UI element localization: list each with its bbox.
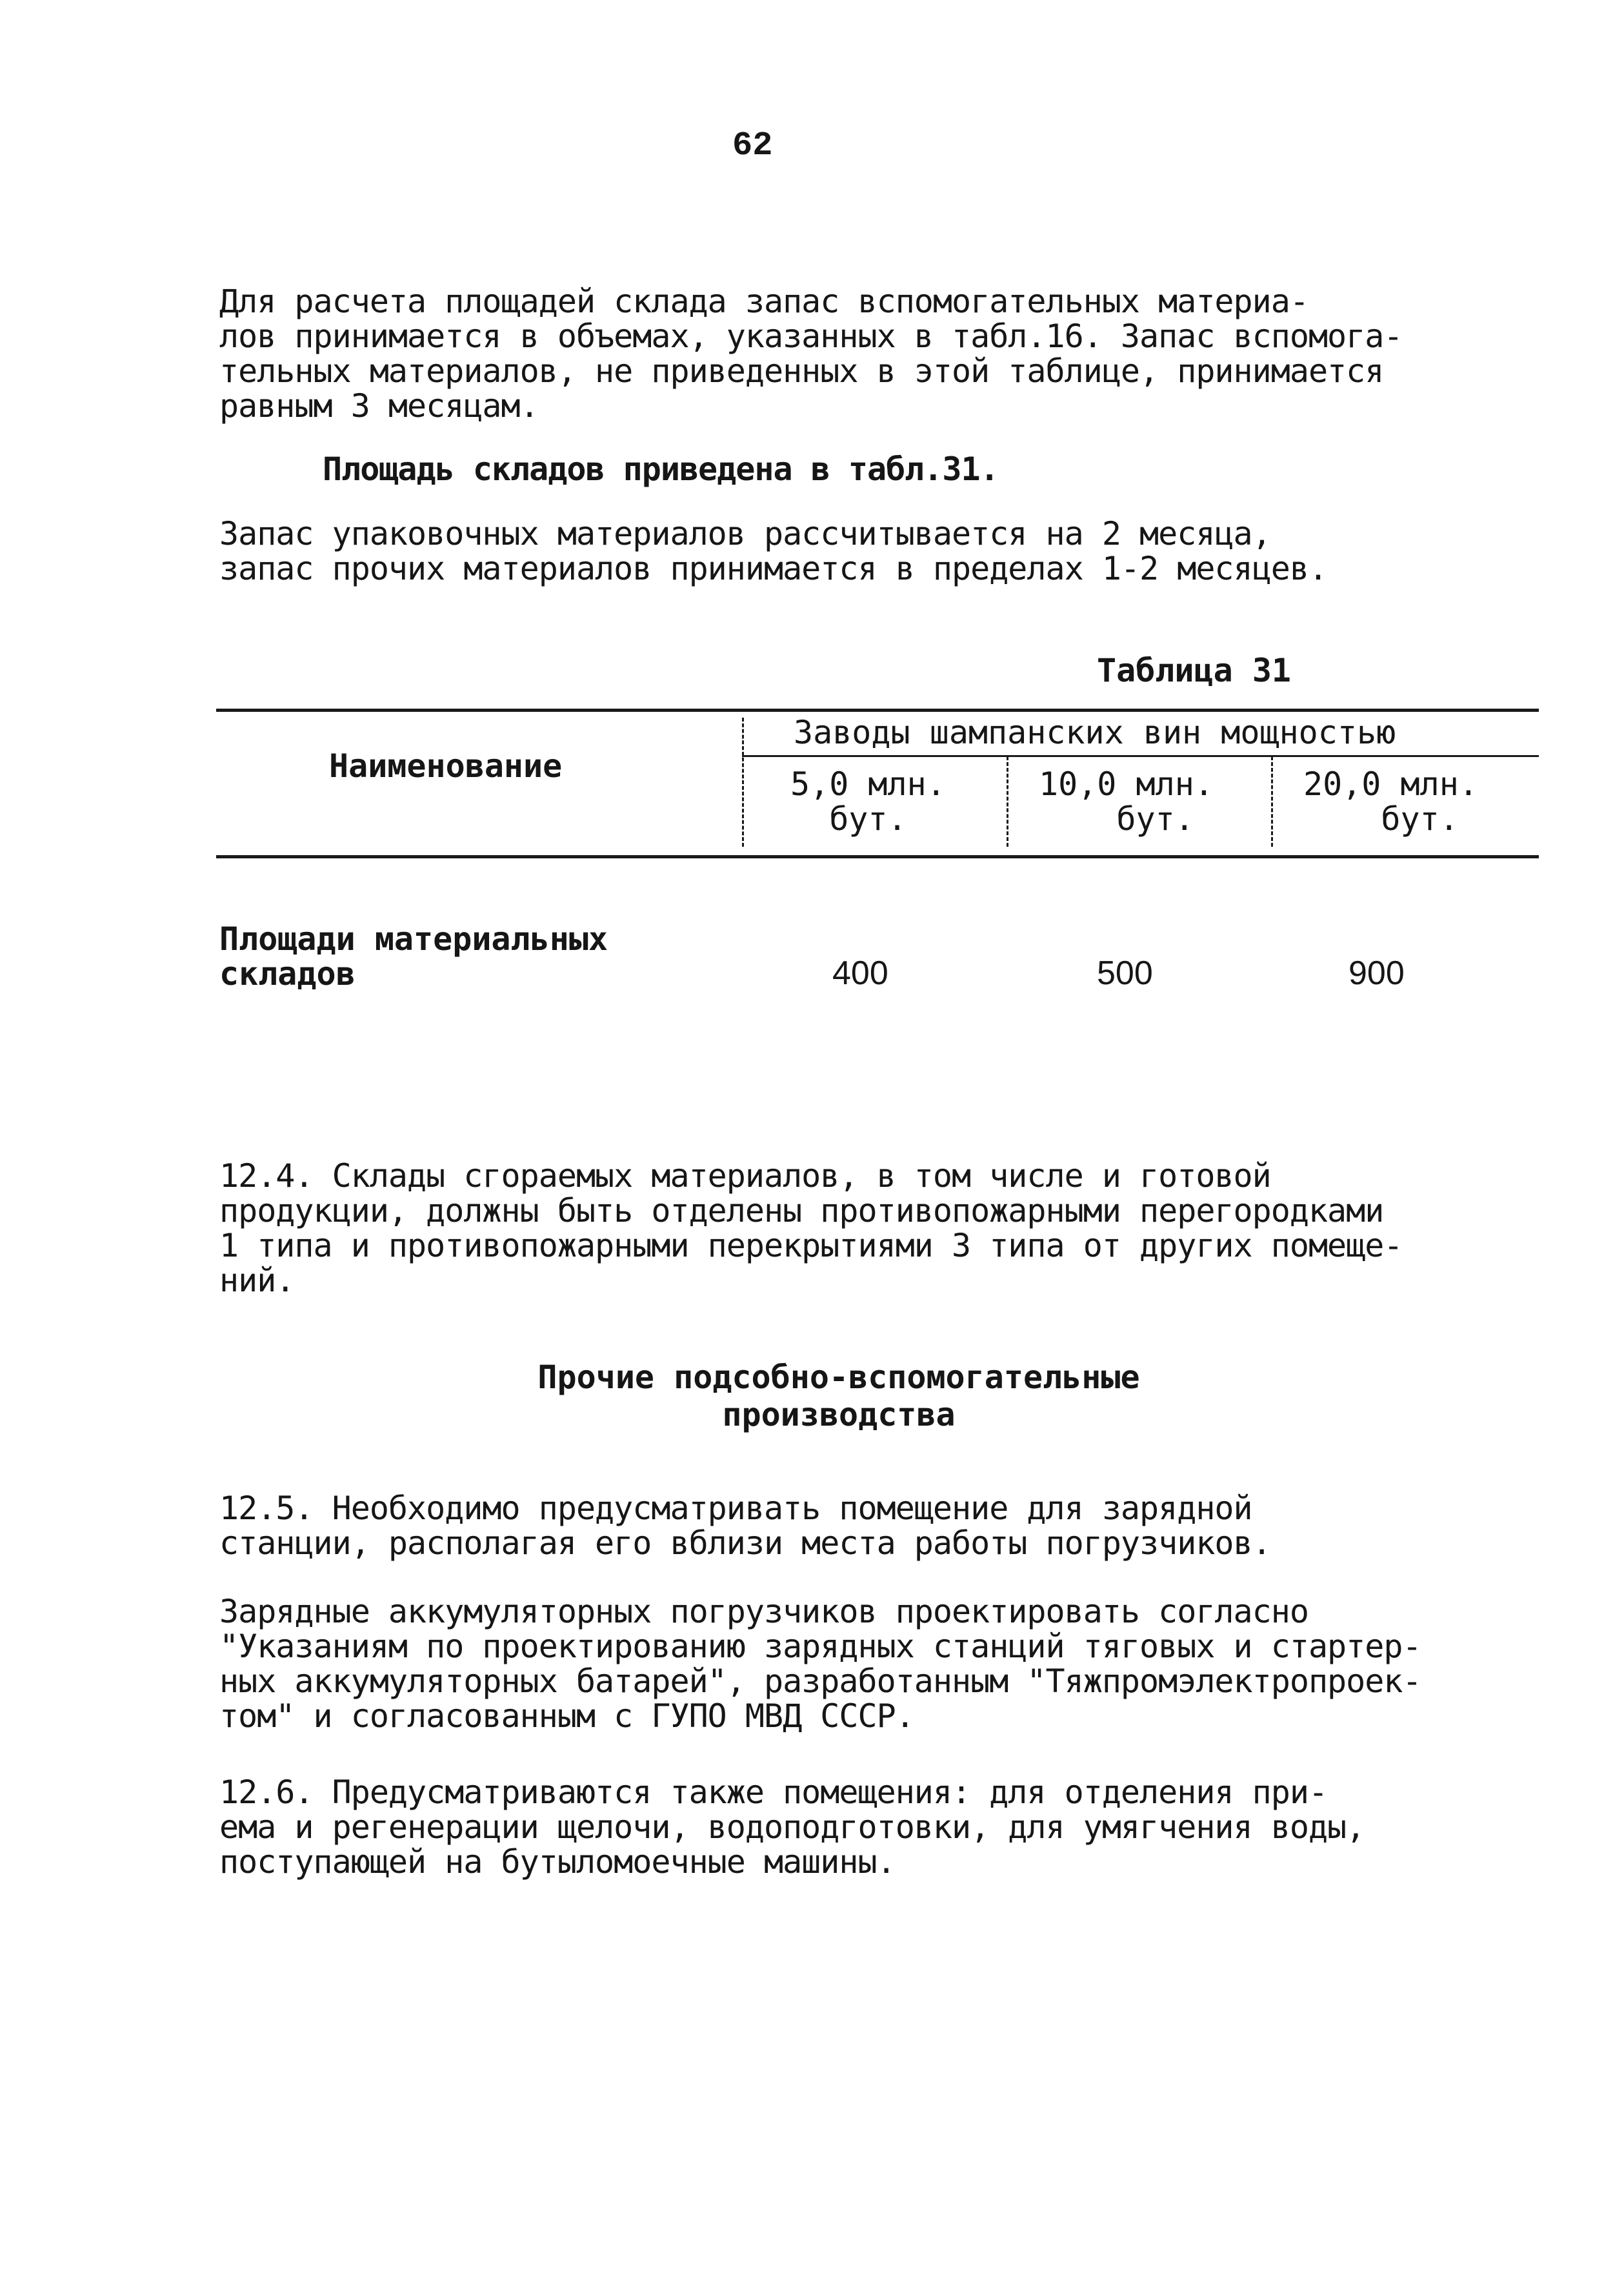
paragraph-storage-area: Площадь складов приведена в табл.31.: [323, 450, 999, 488]
paragraph-12-4: 12.4. Склады сгораемых материалов, в том числе и готовой продукции, должны быть отделены противопожарными перегородками 1 типа и противопожарными перекрытиями 3 типа от других помеще- ний.: [219, 1157, 1403, 1299]
table-top-rule: [216, 709, 1539, 712]
table-col-header-3: 20,0 млн. бут.: [1303, 765, 1478, 838]
table-header-name: Наименование: [329, 747, 563, 785]
table-cell-value-2: 500: [1097, 955, 1153, 992]
table-group-rule: [742, 755, 1539, 757]
paragraph-charging-guidelines: Зарядные аккумуляторных погрузчиков проектировать согласно "Указаниям по проектированию зарядных станций тяговых и стартер- ных аккумуляторных батарей", разработанным "Тяжпромэлектропроек- том" и согласованным с ГУПО МВД СССР.: [219, 1593, 1421, 1735]
paragraph-12-6: 12.6. Предусматриваются также помещения: для отделения при- ема и регенерации щелочи, водоподготовки, для умягчения воды, поступающей на бутыломоечные машины.: [219, 1774, 1365, 1881]
table-col-header-1: 5,0 млн. бут.: [790, 765, 946, 838]
table-col-header-2: 10,0 млн. бут.: [1039, 765, 1214, 838]
table-header-group: Заводы шампанских вин мощностью: [794, 714, 1396, 751]
section-heading: Прочие подсобно-вспомогательные производства: [537, 1359, 1140, 1433]
table-cell-value-3: 900: [1348, 955, 1405, 992]
paragraph-storage-calc: Для расчета площадей склада запас вспомогательных материа- лов принимается в объемах, указанных в табл.16. Запас вспомога- тельных материалов, не приведенных в этой таблице, принимается равным 3 месяцам.: [219, 283, 1403, 425]
table-cell-value-1: 400: [832, 955, 888, 992]
table-vsep-2: [1007, 756, 1008, 847]
table-vsep-3: [1271, 756, 1273, 847]
table-vsep-1: [742, 718, 744, 847]
table-row-name: Площади материальных складов: [219, 920, 608, 993]
paragraph-12-5: 12.5. Необходимо предусматривать помещение для зарядной станции, располагая его вблизи места работы погрузчиков.: [219, 1490, 1271, 1562]
paragraph-packaging-stock: Запас упаковочных материалов рассчитывается на 2 месяца, запас прочих материалов принимается в пределах 1-2 месяцев.: [219, 515, 1328, 587]
table-caption: Таблица 31: [1097, 652, 1292, 689]
table-header-rule: [216, 855, 1539, 858]
page-number: 62: [732, 126, 773, 165]
